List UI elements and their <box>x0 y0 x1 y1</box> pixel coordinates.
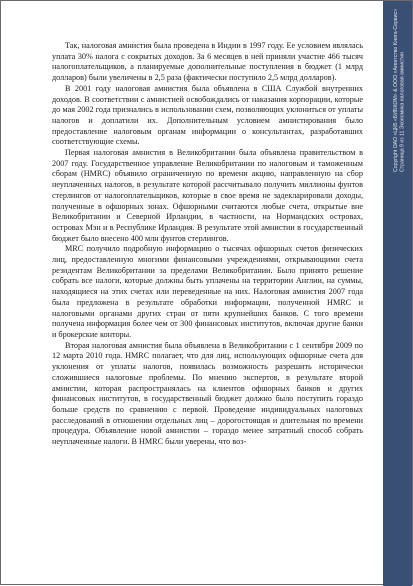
paragraph-3: Первая налоговая амнистия в Великобритании была объявлена правительством в 2007 году. Государственное управление Великобритании по налоговым и таможенным сборам (HMRC) объявило ограниченную по времени акцию, направленную на сбор неуплаченных налогов, в результате которой рассчитывало получить миллионы фунтов стерлингов от налогоплательщиков, которые в свое время не задекларировали доходы, полученные в офшорных зонах. Офшорными считаются любые счета, открытые вне Великобритании и Северной Ирландии, в частности, на Нормандских островах, островах Мэн и в Республике Ирландия. В результате этой амнистии в государственный бюджет было внесено 400 млн фунтов стерлингов. <box>52 148 363 243</box>
paragraph-5: Вторая налоговая амнистия была объявлена в Великобритании с 1 сентября 2009 по 12 марта 2010 года. HMRC полагает, что для лиц, использующих офшорные счета для уклонения от уплаты налогов, появилась возможность разрешить исторически сложившиеся налоговые проблемы. По мнению экспертов, в результате второй амнистии, которая распространялась на клиентов офшорных банков и других финансовых институтов, в государственный бюджет должно было поступить гораздо больше средств по сравнению с первой. Проведение индивидуальных налоговых расследований в отношении отдельных лиц – дорогостоящая и длительная по времени процедура. Объявление новой амнистии – гораздо менее затратный способ собрать неуплаченные налоги. В HMRC были уверены, что воз- <box>52 340 363 447</box>
paragraph-2: В 2001 году налоговая амнистия была объявлена в США Службой внутренних доходов. В соответствии с амнистией освобождались от наказания корпорации, которые до мая 2002 года признались в использовании схем, позволяющих уклониться от уплаты налогов и доплатили их. Дополнительным условием амнистирования было предоставление налоговым органам информации о консультантах, разработавших соответствующие схемы. <box>52 83 363 147</box>
paragraph-1: Так, налоговая амнистия была проведена в Индии в 1997 году. Ее условием являлась уплата 30% налога с сокрытых доходов. За 6 месяцев в ней приняли участие 466 тысяч налогоплательщиков, а планируемые дополнительные поступления в бюджет (1 млрд долларов) были увеличены в 2,5 раза (фактически поступило 2,5 млрд долларов). <box>52 41 363 83</box>
copyright-sidebar <box>383 1 412 586</box>
copyright-text: Copyright ОАО «ЦКБ «БИБКОМ» & ООО «Aгентство Kнига-Cервис» Страница 9 из 11 Экономика налоговая амнистия <box>393 9 406 172</box>
body-text <box>52 41 363 448</box>
paragraph-4: MRC получило подробную информацию о тысячах офшорных счетов физических лиц, предоставленную многими финансовыми учреждениями, открывающими счета резидентам Великобритании за пределами Великобритании. Было принято решение собрать все налоги, которые должны быть уплачены на территории Англии, на суммы, находящиеся на этих счетах или переведенные на них. Налоговая амнистия 2007 года была предложена в результате обработки информации, полученной HMRC и налоговыми органами других стран от пяти крупнейших банков. С того времени получена информация более чем от 300 финансовых институтов, включая другие банки и брокерские конторы. <box>52 244 363 339</box>
